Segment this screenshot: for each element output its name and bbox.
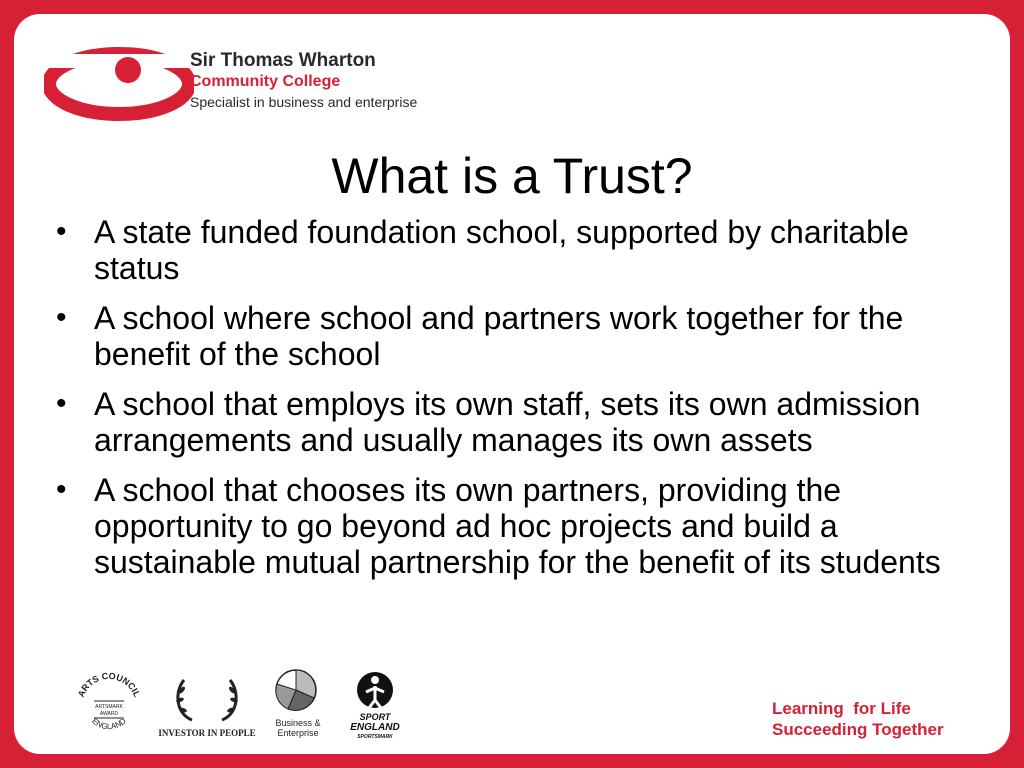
- bullet-item: • A school that employs its own staff, sets its own admission arrangements and usually manages its own assets: [50, 386, 950, 458]
- tagline-line: Learning for Life: [772, 699, 911, 718]
- business-enterprise-logo: [268, 668, 328, 744]
- investor-in-people-logo: [152, 670, 262, 740]
- arts-council-logo: [74, 668, 144, 740]
- sport-england-logo: [340, 668, 410, 744]
- investor-in-people-text: INVESTOR IN PEOPLE: [158, 728, 256, 738]
- slide-title: What is a Trust?: [331, 148, 693, 204]
- college-swoosh-logo: [44, 40, 194, 130]
- arts-council-bottom-text: ENGLAND: [90, 716, 128, 732]
- school-name: Sir Thomas Wharton: [190, 50, 376, 71]
- school-specialism: Specialist in business and enterprise: [190, 94, 418, 110]
- arts-council-badge-text: AWARD: [99, 711, 119, 717]
- sport-england-text: ENGLAND: [350, 722, 400, 733]
- accreditation-logos: [74, 668, 414, 748]
- tagline: [772, 698, 944, 740]
- slide: [14, 14, 1010, 754]
- sport-england-text: SPORTSMARK: [357, 734, 393, 740]
- bullet-item: • A school where school and partners work together for the benefit of the school: [50, 300, 950, 372]
- svg-text:ENGLAND: [90, 716, 128, 731]
- tagline-line: Succeeding Together: [772, 720, 944, 739]
- bullet-list: [50, 214, 950, 594]
- business-enterprise-text: Business &: [275, 718, 321, 728]
- school-name-block: [190, 50, 417, 112]
- bullet-item: • A school that chooses its own partners, providing the opportunity to go beyond ad hoc projects and build a sustainable mutual partnership for the benefit of its students: [50, 472, 950, 580]
- arts-council-top-text: ARTS COUNCIL: [75, 670, 143, 699]
- arts-council-badge-text: ARTSMARK: [95, 704, 123, 710]
- bullet-item: • A state funded foundation school, supported by charitable status: [50, 214, 950, 286]
- business-enterprise-text: Enterprise: [277, 728, 319, 738]
- school-type: Community College: [190, 73, 341, 90]
- sport-england-text: SPORT: [359, 712, 391, 722]
- svg-text:ARTS COUNCIL: [76, 671, 143, 699]
